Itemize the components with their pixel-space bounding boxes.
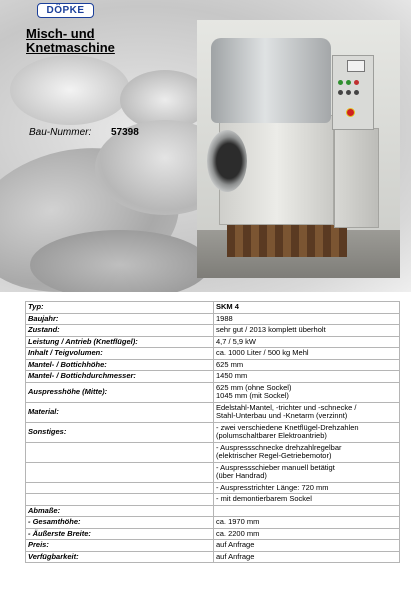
spec-value: ca. 1970 mm (214, 517, 400, 529)
emergency-stop-button (346, 108, 355, 117)
bau-nummer-value: 57398 (111, 127, 139, 138)
control-button (346, 80, 351, 85)
spec-table-body (26, 302, 400, 563)
bread-shape (30, 230, 210, 292)
spec-label: Mantel- / Bottichhöhe: (26, 359, 214, 371)
company-logo (37, 3, 94, 18)
control-button (354, 90, 359, 95)
spec-row (26, 442, 400, 462)
spec-row (26, 348, 400, 360)
spec-value: auf Anfrage (214, 540, 400, 552)
spec-value: 1988 (214, 313, 400, 325)
spec-value: auf Anfrage (214, 551, 400, 563)
spec-label: Verfügbarkeit: (26, 551, 214, 563)
spec-value (214, 505, 400, 517)
mixing-bowl (211, 38, 331, 123)
spec-row (26, 382, 400, 402)
spec-row (26, 551, 400, 563)
spec-row (26, 302, 400, 314)
spec-label (26, 462, 214, 482)
spec-label: - Gesamthöhe: (26, 517, 214, 529)
spec-value: 625 mm (214, 359, 400, 371)
spec-row (26, 313, 400, 325)
spec-value: - Auspressschnecke drehzahlregelbar (elektrischer Regel-Getriebemotor) (214, 442, 400, 462)
spec-row (26, 371, 400, 383)
page-title (26, 27, 115, 55)
control-button (354, 80, 359, 85)
title-line-2: Knetmaschine (26, 40, 115, 55)
spec-value: Edelstahl-Mantel, -trichter und -schnecke / Stahl-Unterbau und -Knetarm (verzinnt) (214, 402, 400, 422)
spec-value: - Auspresstrichter Länge: 720 mm (214, 482, 400, 494)
spec-label: Auspresshöhe (Mitte): (26, 382, 214, 402)
spec-label: Inhalt / Teigvolumen: (26, 348, 214, 360)
spec-label (26, 494, 214, 506)
spec-row (26, 494, 400, 506)
spec-row (26, 505, 400, 517)
spec-label: Mantel- / Bottichdurchmesser: (26, 371, 214, 383)
control-display (347, 60, 365, 72)
spec-value: 4,7 / 5,9 kW (214, 336, 400, 348)
spec-label (26, 482, 214, 494)
spec-label: Material: (26, 402, 214, 422)
bread-shape (10, 55, 130, 125)
logo-text: DÖPKE (46, 5, 85, 16)
spec-label: Baujahr: (26, 313, 214, 325)
machine-drive-housing (334, 128, 379, 228)
machine-photo (197, 20, 400, 278)
spec-table (25, 301, 400, 563)
spec-value: ca. 1000 Liter / 500 kg Mehl (214, 348, 400, 360)
spec-label: Abmaße: (26, 505, 214, 517)
spec-value: SKM 4 (214, 302, 400, 314)
spec-row (26, 325, 400, 337)
title-line-1: Misch- und (26, 26, 95, 41)
spec-row (26, 336, 400, 348)
spec-row (26, 359, 400, 371)
spec-value: - zwei verschiedene Knetflügel-Drehzahlen (polumschaltbarer Elektroantrieb) (214, 422, 400, 442)
spec-label: Sonstiges: (26, 422, 214, 442)
spec-row (26, 482, 400, 494)
spec-label: Preis: (26, 540, 214, 552)
spec-label: Zustand: (26, 325, 214, 337)
spec-value: 625 mm (ohne Sockel) 1045 mm (mit Sockel) (214, 382, 400, 402)
spec-value: 1450 mm (214, 371, 400, 383)
spec-row (26, 402, 400, 422)
spec-value: - mit demontierbarem Sockel (214, 494, 400, 506)
wooden-pallet (227, 225, 347, 257)
bau-nummer-label: Bau-Nummer: (29, 127, 92, 138)
control-button (338, 80, 343, 85)
spec-row (26, 462, 400, 482)
control-button (338, 90, 343, 95)
spec-label: Typ: (26, 302, 214, 314)
spec-label: Leistung / Antrieb (Knetflügel): (26, 336, 214, 348)
discharge-spout (207, 130, 247, 192)
control-button (346, 90, 351, 95)
spec-value: - Auspressschieber manuell betätigt (über Handrad) (214, 462, 400, 482)
spec-row (26, 528, 400, 540)
spec-value: sehr gut / 2013 komplett überholt (214, 325, 400, 337)
spec-row (26, 422, 400, 442)
spec-row (26, 540, 400, 552)
spec-row (26, 517, 400, 529)
spec-label (26, 442, 214, 462)
spec-label: - Äußerste Breite: (26, 528, 214, 540)
spec-value: ca. 2200 mm (214, 528, 400, 540)
